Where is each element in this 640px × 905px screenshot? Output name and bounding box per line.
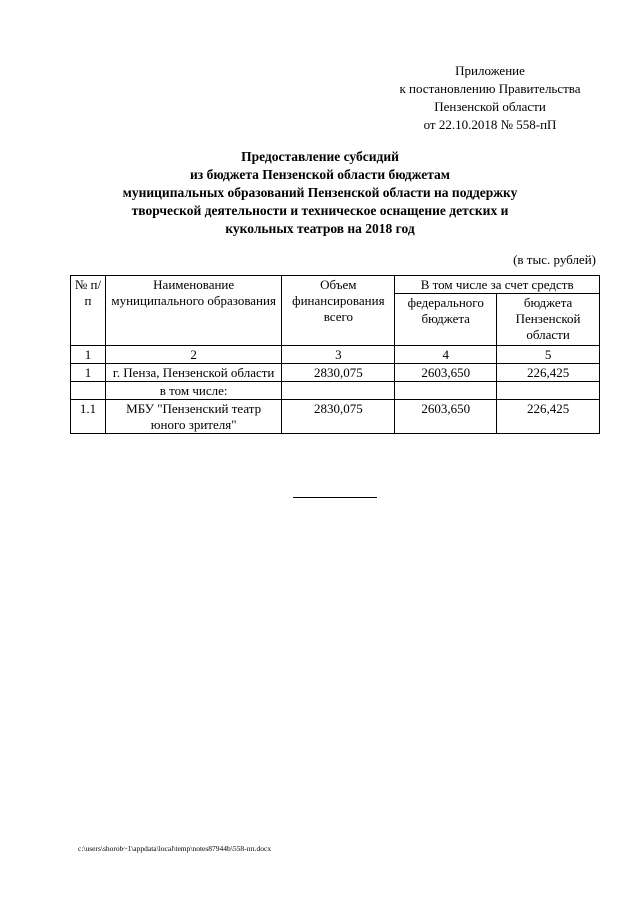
row-num: 1 — [71, 364, 106, 382]
title-line: творческой деятельности и техническое оснащение детских и — [131, 203, 509, 218]
row-name: МБУ "Пензенский театр юного зрителя" — [105, 400, 282, 434]
row-num: 1.1 — [71, 400, 106, 434]
column-number: 5 — [497, 346, 600, 364]
column-number-row — [71, 346, 600, 364]
row-name: в том числе: — [105, 382, 282, 400]
row-federal — [395, 382, 497, 400]
header-name: Наименование муниципального образования — [105, 276, 282, 346]
appendix-line: Приложение — [455, 63, 525, 78]
table-row — [71, 364, 600, 382]
row-regional: 226,425 — [497, 400, 600, 434]
header-total: Объем финансирования всего — [282, 276, 395, 346]
column-number: 4 — [395, 346, 497, 364]
units-label: (в тыс. рублей) — [513, 252, 596, 267]
column-number: 3 — [282, 346, 395, 364]
title-line: из бюджета Пензенской области бюджетам — [190, 167, 450, 182]
title-line: кукольных театров на 2018 год — [225, 221, 415, 236]
appendix-line: к постановлению Правительства — [399, 81, 581, 96]
row-name: г. Пенза, Пензенской области — [105, 364, 282, 382]
table-row — [71, 400, 600, 434]
header-federal: федерального бюджета — [395, 294, 497, 346]
row-regional — [497, 382, 600, 400]
table-header-row — [71, 276, 600, 294]
end-of-document-line — [293, 497, 377, 498]
row-total: 2830,075 — [282, 400, 395, 434]
header-num: № п/п — [71, 276, 106, 346]
subsidy-table — [70, 275, 600, 434]
row-num — [71, 382, 106, 400]
header-including: В том числе за счет средств — [395, 276, 600, 294]
title-line: Предоставление субсидий — [241, 149, 399, 164]
appendix-line: Пензенской области — [434, 99, 546, 114]
table-row — [71, 382, 600, 400]
appendix-block — [370, 62, 610, 134]
row-federal: 2603,650 — [395, 364, 497, 382]
header-regional: бюджета Пензенской области — [497, 294, 600, 346]
document-title — [90, 148, 550, 238]
title-line: муниципальных образований Пензенской области на поддержку — [122, 185, 518, 200]
row-federal: 2603,650 — [395, 400, 497, 434]
row-regional: 226,425 — [497, 364, 600, 382]
row-total — [282, 382, 395, 400]
column-number: 1 — [71, 346, 106, 364]
column-number: 2 — [105, 346, 282, 364]
row-total: 2830,075 — [282, 364, 395, 382]
appendix-line: от 22.10.2018 № 558-пП — [423, 117, 557, 132]
file-path: c:\users\shorob~1\appdata\local\temp\notes87944b\558-пп.docx — [78, 844, 272, 853]
